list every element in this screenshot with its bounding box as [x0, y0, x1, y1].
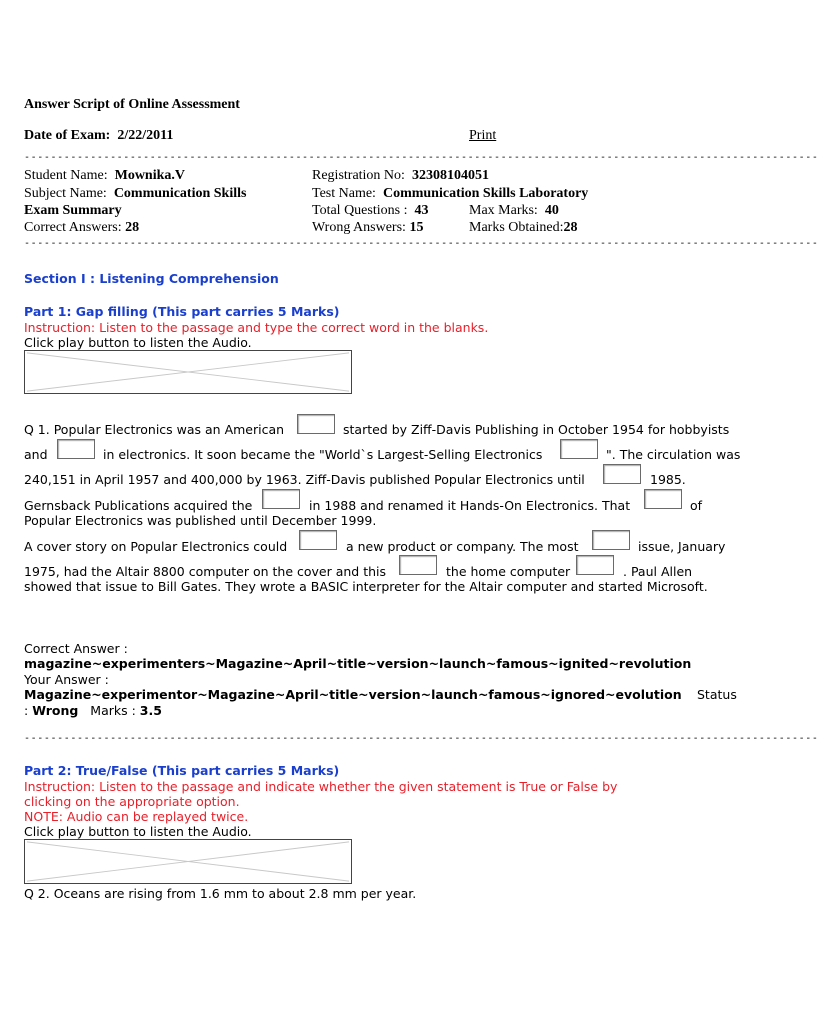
part2-audio-hint: Click play button to listen the Audio.	[24, 824, 252, 839]
page-title: Answer Script of Online Assessment	[24, 97, 240, 112]
total-questions-value: 43	[414, 203, 429, 218]
marks-obtained	[469, 220, 577, 236]
q1-text-10: of	[690, 498, 703, 513]
part2-instruction-line1: Instruction: Listen to the passage and indicate whether the given statement is True or False by	[24, 779, 618, 794]
audio-placeholder-icon	[25, 351, 351, 393]
part2-instruction-line2: clicking on the appropriate option.	[24, 794, 240, 809]
total-questions-label: Total Questions :	[312, 203, 408, 218]
exam-date-label: Date of Exam:	[24, 128, 111, 143]
student-name	[24, 168, 185, 184]
part1-audio-hint: Click play button to listen the Audio.	[24, 335, 252, 350]
q2-text: Q 2. Oceans are rising from 1.6 mm to about 2.8 mm per year.	[24, 886, 417, 901]
status-result: : Wrong Marks : 3.5	[24, 703, 162, 718]
marks-obtained-label: Marks Obtained:	[469, 220, 564, 235]
status-value: Wrong	[32, 703, 79, 718]
q1-blank-6[interactable]	[644, 489, 682, 509]
q1-text-5: ". The circulation was	[606, 447, 741, 462]
q1-blank-1[interactable]	[297, 414, 335, 434]
q1-text-3: and	[24, 447, 48, 462]
marks-value: 3.5	[139, 703, 162, 718]
max-marks-value: 40	[544, 203, 559, 218]
marks-obtained-value: 28	[563, 220, 578, 235]
q1-text-14: issue, January	[638, 539, 726, 554]
exam-summary-heading: Exam Summary	[24, 203, 122, 218]
max-marks	[469, 203, 559, 219]
marks-label: Marks :	[90, 703, 136, 718]
q1-text-15: 1975, had the Altair 8800 computer on the cover and this	[24, 564, 386, 579]
test-name	[312, 186, 588, 202]
audio-player-1[interactable]	[24, 350, 352, 394]
audio-placeholder-icon	[25, 840, 351, 883]
correct-answers	[24, 220, 139, 236]
q1-blank-8[interactable]	[592, 530, 630, 550]
q1-text-7: 1985.	[650, 472, 686, 487]
registration-no	[312, 168, 489, 184]
q1-text-2: started by Ziff-Davis Publishing in October 1954 for hobbyists	[343, 422, 730, 437]
separator-part1-end: ------------------------------------------------------------------------------------------------------------------------	[24, 733, 818, 744]
correct-answers-label: Correct Answers:	[24, 220, 122, 235]
q1-text-6: 240,151 in April 1957 and 400,000 by 1963. Ziff-Davis published Popular Electronics until	[24, 472, 585, 487]
q1-text-12: A cover story on Popular Electronics could	[24, 539, 288, 554]
wrong-answers-value: 15	[409, 220, 424, 235]
your-answer-label: Your Answer :	[24, 672, 109, 687]
part2-note: NOTE: Audio can be replayed twice.	[24, 809, 249, 824]
exam-date-value: 2/22/2011	[117, 128, 174, 143]
subject-name	[24, 186, 246, 202]
max-marks-label: Max Marks:	[469, 203, 538, 218]
q1-blank-3[interactable]	[560, 439, 598, 459]
subject-name-label: Subject Name:	[24, 186, 107, 201]
q1-text-1: Q 1. Popular Electronics was an American	[24, 422, 285, 437]
part1-title: Part 1: Gap filling (This part carries 5 Marks)	[24, 304, 340, 319]
q1-blank-4[interactable]	[603, 464, 641, 484]
q1-text-16: the home computer	[446, 564, 571, 579]
wrong-answers	[312, 220, 423, 236]
q1-blank-2[interactable]	[57, 439, 95, 459]
wrong-answers-label: Wrong Answers:	[312, 220, 406, 235]
your-answer-value: Magazine~experimentor~Magazine~April~title~version~launch~famous~ignored~evolution	[24, 687, 682, 702]
total-questions	[312, 203, 428, 219]
student-name-value: Mownika.V	[114, 168, 186, 183]
subject-name-value: Communication Skills	[113, 186, 247, 201]
separator-middle: ------------------------------------------------------------------------------------------------------------------------	[24, 238, 818, 249]
separator-top: ------------------------------------------------------------------------------------------------------------------------	[24, 152, 818, 163]
q1-blank-7[interactable]	[299, 530, 337, 550]
exam-date	[24, 128, 173, 144]
registration-value: 32308104051	[411, 168, 489, 183]
q1-text-9: in 1988 and renamed it Hands-On Electronics. That	[309, 498, 631, 513]
part2-title: Part 2: True/False (This part carries 5 Marks)	[24, 763, 340, 778]
test-name-value: Communication Skills Laboratory	[382, 186, 589, 201]
status-label: Status	[697, 687, 737, 702]
print-link[interactable]: Print	[469, 128, 497, 143]
q1-text-17: . Paul Allen	[623, 564, 693, 579]
registration-label: Registration No:	[312, 168, 405, 183]
q1-blank-10[interactable]	[576, 555, 614, 575]
q1-text-4: in electronics. It soon became the "World`s Largest-Selling Electronics	[103, 447, 543, 462]
q1-blank-5[interactable]	[262, 489, 300, 509]
student-name-label: Student Name:	[24, 168, 108, 183]
correct-answer-value: magazine~experimenters~Magazine~April~title~version~launch~famous~ignited~revolution	[24, 656, 692, 671]
section-title: Section I : Listening Comprehension	[24, 271, 279, 286]
q1-text-18: showed that issue to Bill Gates. They wrote a BASIC interpreter for the Altair computer and started Microsoft.	[24, 579, 708, 594]
audio-player-2[interactable]	[24, 839, 352, 884]
correct-answer-label: Correct Answer :	[24, 641, 128, 656]
q1-blank-9[interactable]	[399, 555, 437, 575]
part1-instruction: Instruction: Listen to the passage and type the correct word in the blanks.	[24, 320, 489, 335]
q1-text-8: Gernsback Publications acquired the	[24, 498, 253, 513]
q1-text-13: a new product or company. The most	[346, 539, 579, 554]
test-name-label: Test Name:	[312, 186, 376, 201]
correct-answers-value: 28	[125, 220, 140, 235]
q1-text-11: Popular Electronics was published until December 1999.	[24, 513, 377, 528]
